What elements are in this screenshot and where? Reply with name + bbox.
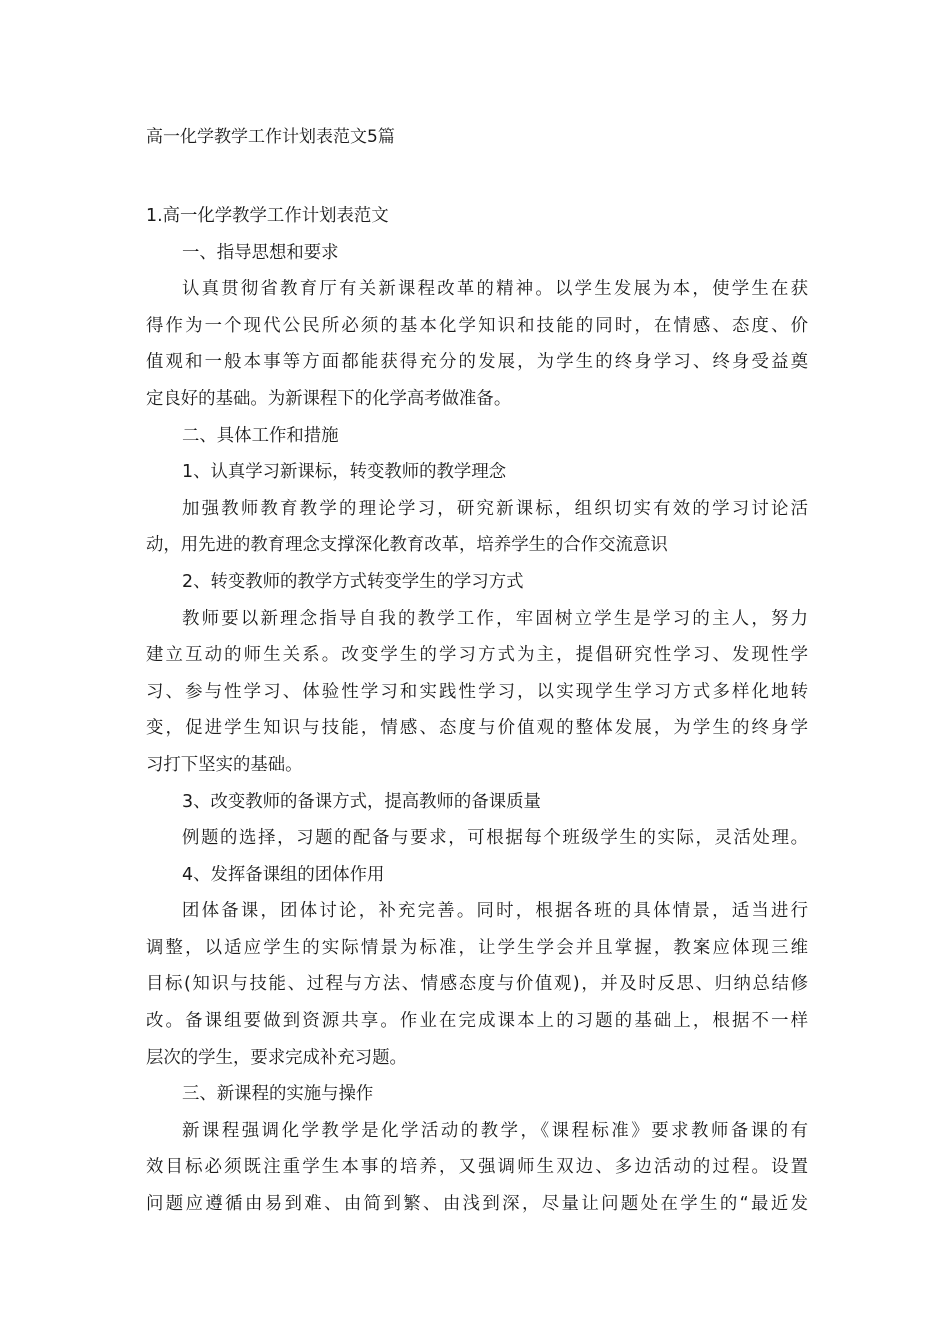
text-line: 动，用先进的教育理念支撑深化教育改革，培养学生的合作交流意识 — [146, 535, 668, 556]
text-line: 2、转变教师的教学方式转变学生的学习方式 — [182, 571, 524, 592]
text-line: 三、新课程的实施与操作 — [182, 1084, 374, 1105]
text-line: 效目标必须既注重学生本事的培养，又强调师生双边、多边活动的过程。设置 — [146, 1157, 808, 1178]
text-line: 习打下坚实的基础。 — [146, 754, 303, 775]
text-line: 目标(知识与技能、过程与方法、情感态度与价值观)，并及时反思、归纳总结修 — [146, 974, 808, 995]
text-line: 一、指导思想和要求 — [182, 242, 339, 263]
document-body — [146, 198, 808, 1223]
text-line: 值观和一般本事等方面都能获得充分的发展，为学生的终身学习、终身受益奠 — [146, 352, 808, 373]
text-line: 习、参与性学习、体验性学习和实践性学习，以实现学生学习方式多样化地转 — [146, 681, 808, 702]
text-line: 层次的学生，要求完成补充习题。 — [146, 1047, 407, 1068]
text-line: 定良好的基础。为新课程下的化学高考做准备。 — [146, 388, 512, 409]
text-line: 改。备课组要做到资源共享。作业在完成课本上的习题的基础上，根据不一样 — [146, 1011, 808, 1032]
text-line: 二、具体工作和措施 — [182, 425, 339, 446]
text-line: 认真贯彻省教育厅有关新课程改革的精神。以学生发展为本，使学生在获 — [182, 279, 808, 300]
section-heading: 1.高一化学教学工作计划表范文 — [146, 206, 389, 226]
text-line: 教师要以新理念指导自我的教学工作，牢固树立学生是学习的主人，努力 — [182, 608, 808, 629]
text-line: 例题的选择，习题的配备与要求，可根据每个班级学生的实际，灵活处理。 — [182, 828, 808, 849]
text-line: 新课程强调化学教学是化学活动的教学，《课程标准》要求教师备课的有 — [182, 1120, 808, 1141]
text-line: 团体备课，团体讨论，补充完善。同时，根据各班的具体情景，适当进行 — [182, 901, 808, 922]
text-line: 得作为一个现代公民所必须的基本化学知识和技能的同时，在情感、态度、价 — [146, 315, 808, 336]
text-line: 变，促进学生知识与技能，情感、态度与价值观的整体发展，为学生的终身学 — [146, 718, 808, 739]
text-line: 加强教师教育教学的理论学习，研究新课标，组织切实有效的学习讨论活 — [182, 498, 808, 519]
text-line: 4、发挥备课组的团体作用 — [182, 864, 385, 885]
text-line: 问题应遵循由易到难、由简到繁、由浅到深，尽量让问题处在学生的“最近发 — [146, 1194, 808, 1215]
text-line: 调整，以适应学生的实际情景为标准，让学生学会并且掌握，教案应体现三维 — [146, 937, 808, 958]
document-title: 高一化学教学工作计划表范文5篇 — [146, 127, 395, 147]
text-line: 1、认真学习新课标，转变教师的教学理念 — [182, 462, 507, 483]
text-line: 3、改变教师的备课方式，提高教师的备课质量 — [182, 791, 541, 812]
text-line: 建立互动的师生关系。改变学生的学习方式为主，提倡研究性学习、发现性学 — [146, 645, 808, 666]
